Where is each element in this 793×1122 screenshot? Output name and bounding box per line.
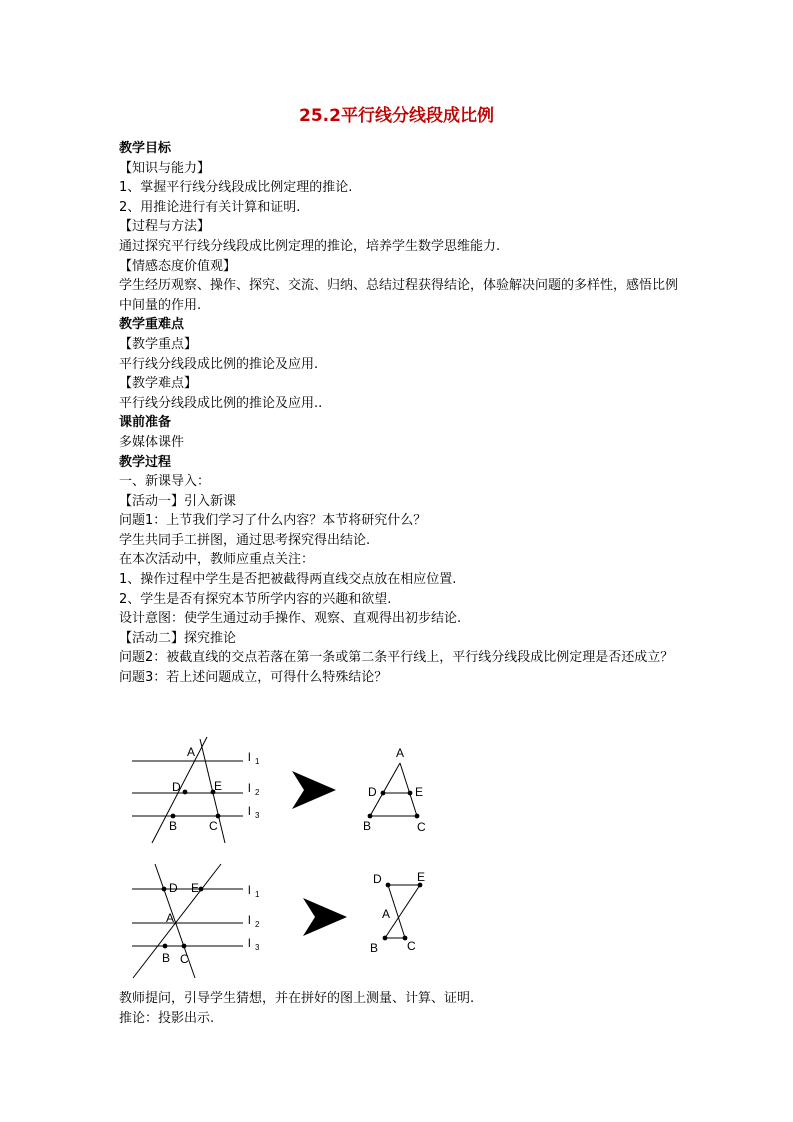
point-e xyxy=(408,791,413,796)
text-line: 通过探究平行线分线段成比例定理的推论，培养学生数学思维能力. xyxy=(119,238,501,254)
label-d: D xyxy=(373,872,382,886)
label-c: C xyxy=(407,939,416,953)
label-d: D xyxy=(169,881,178,895)
label-l2: l xyxy=(248,781,251,795)
text-line: 教师提问，引导学生猜想，并在拼好的图上测量、计算、证明. xyxy=(119,991,475,1006)
point-d xyxy=(386,883,391,888)
point-c xyxy=(182,944,187,949)
label-l3-sub: 3 xyxy=(255,943,260,952)
label-l1: l xyxy=(248,750,251,764)
label-l3: l xyxy=(248,936,251,950)
point-b xyxy=(383,936,388,941)
text-paragraph: 问题2：被截直线的交点若落在第一条或第二条平行线上，平行线分线段成比例定理是否还成立？ xyxy=(119,650,674,666)
label-l2: l xyxy=(248,913,251,927)
document-body xyxy=(119,139,679,688)
label-l1-sub: 1 xyxy=(255,757,260,766)
text-line: 【活动二】探究推论 xyxy=(119,630,237,646)
text-line: 【知识与能力】 xyxy=(119,160,211,176)
label-b: B xyxy=(169,819,178,833)
label-e: E xyxy=(214,779,223,793)
text-line: 【教学重点】 xyxy=(119,336,198,352)
text-line: 【情感态度价值观】 xyxy=(119,258,237,274)
label-l2-sub: 2 xyxy=(255,788,260,797)
label-e: E xyxy=(191,881,200,895)
label-d: D xyxy=(172,780,181,794)
page-title: 25.2平行线分线段成比例 xyxy=(299,106,494,126)
label-a: A xyxy=(166,911,175,925)
label-c: C xyxy=(180,952,189,966)
point-c xyxy=(216,814,221,819)
point-b xyxy=(163,944,168,949)
label-c: C xyxy=(417,820,426,834)
text-line: 1、操作过程中学生是否把被截得两直线交点放在相应位置. xyxy=(119,572,457,588)
point-d xyxy=(381,791,386,796)
text-line: 设计意图：使学生通过动手操作、观察、直观得出初步结论. xyxy=(119,611,462,627)
point-e xyxy=(199,887,204,892)
point-d xyxy=(162,887,167,892)
label-e: E xyxy=(417,870,426,884)
figure-parallel-lines-2 xyxy=(125,862,275,982)
figure-parallel-lines-1 xyxy=(125,735,275,845)
text-line: 问题1：上节我们学习了什么内容？本节将研究什么？ xyxy=(119,513,427,529)
text-line: 【教学难点】 xyxy=(119,376,198,392)
label-c: C xyxy=(209,819,218,833)
arrow-right-icon xyxy=(303,898,349,936)
text-line: 【过程与方法】 xyxy=(119,219,211,235)
text-line: 平行线分线段成比例的推论及应用. xyxy=(119,356,319,372)
text-line: 推论：投影出示. xyxy=(119,1010,215,1026)
text-line: 在本次活动中，教师应重点关注： xyxy=(119,552,315,568)
document-body-after-figures xyxy=(119,989,679,1028)
figure-bowtie xyxy=(365,870,435,960)
label-l2-sub: 2 xyxy=(255,920,260,929)
text-line: 多媒体课件 xyxy=(119,434,185,450)
heading-goals: 教学目标 xyxy=(119,141,172,156)
label-b: B xyxy=(363,819,372,833)
text-paragraph: 学生经历观察、操作、探究、交流、归纳、总结过程获得结论，体验解决问题的多样性，感悟比例中间量的作用. xyxy=(119,278,679,313)
text-line: 学生共同手工拼图，通过思考探究得出结论. xyxy=(119,532,371,548)
text-line: 问题3：若上述问题成立，可得什么特殊结论？ xyxy=(119,670,388,686)
heading-preparation: 课前准备 xyxy=(119,415,172,431)
text-line: 2、用推论进行有关计算和证明. xyxy=(119,199,301,215)
arrow-right-icon xyxy=(292,771,338,809)
label-d: D xyxy=(368,785,377,799)
label-a: A xyxy=(187,745,196,759)
label-l1: l xyxy=(248,883,251,897)
point-c xyxy=(415,814,420,819)
label-a: A xyxy=(396,746,405,760)
point-d xyxy=(183,790,188,795)
heading-key-points: 教学重难点 xyxy=(119,317,185,333)
label-b: B xyxy=(370,941,379,955)
heading-process: 教学过程 xyxy=(119,454,172,470)
text-line: 2、学生是否有探究本节所学内容的兴趣和欲望. xyxy=(119,591,392,607)
label-a: A xyxy=(382,907,391,921)
text-line: 一、新课导入： xyxy=(119,474,211,490)
text-line: 平行线分线段成比例的推论及应用.. xyxy=(119,395,323,411)
label-l3: l xyxy=(248,804,251,818)
label-b: B xyxy=(162,951,171,965)
point-b xyxy=(171,814,176,819)
text-line: 1、掌握平行线分线段成比例定理的推论. xyxy=(119,180,353,196)
figure-triangle-1 xyxy=(360,742,440,837)
label-l3-sub: 3 xyxy=(255,811,260,820)
point-b xyxy=(368,814,373,819)
label-e: E xyxy=(415,785,424,799)
text-line: 【活动一】引入新课 xyxy=(119,493,237,509)
label-l1-sub: 1 xyxy=(255,890,260,899)
